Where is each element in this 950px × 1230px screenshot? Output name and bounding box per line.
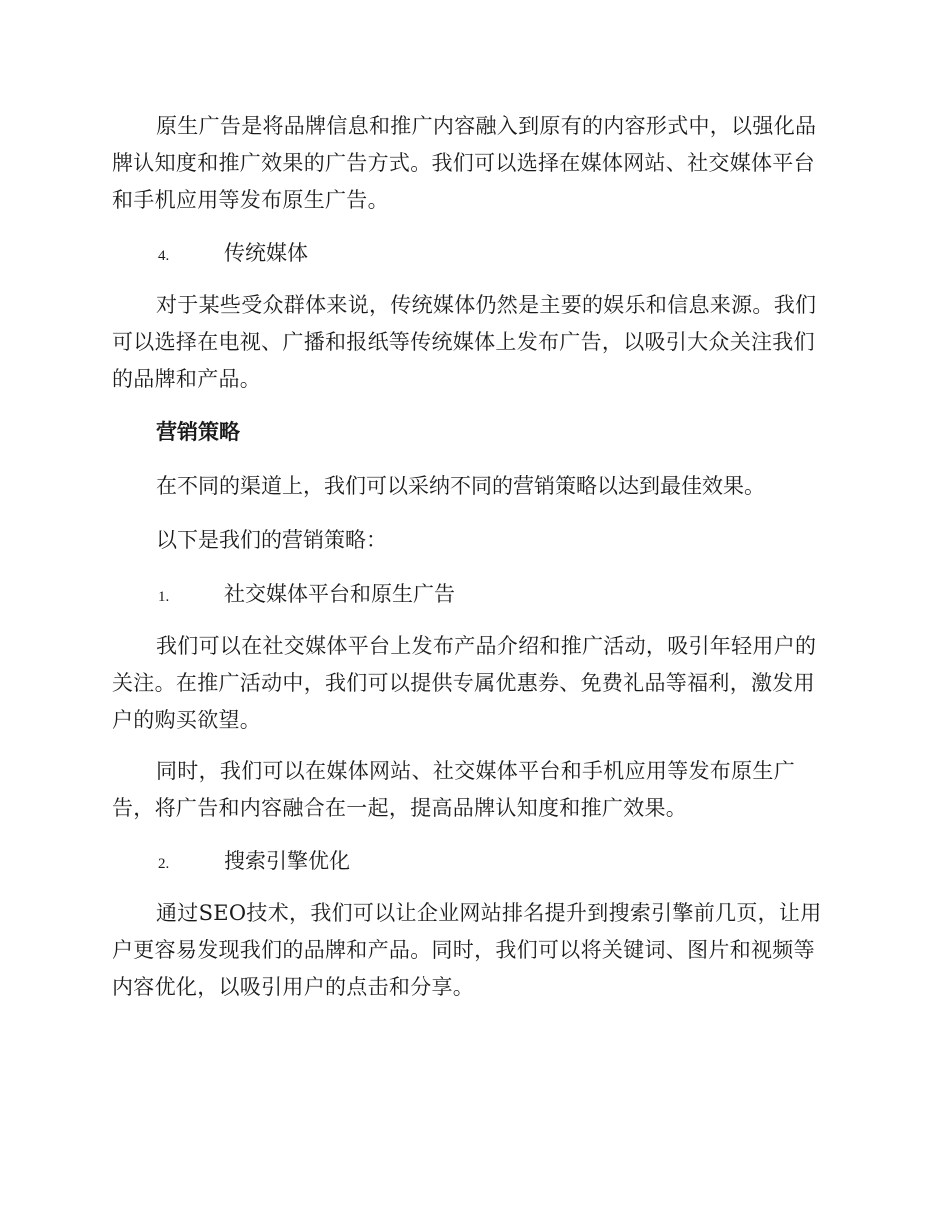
- list-item-title: 社交媒体平台和原生广告: [224, 582, 455, 606]
- document-body: [112, 108, 836, 1020]
- paragraph-seo: 通过SEO技术，我们可以让企业网站排名提升到搜索引擎前几页，让用户更容易发现我们的品牌和产品。同时，我们可以将关键词、图片和视频等内容优化，以吸引用户的点击和分享。: [112, 901, 822, 999]
- section-heading-strategy: 营销策略: [156, 420, 240, 444]
- paragraph-social-2: 同时，我们可以在媒体网站、社交媒体平台和手机应用等发布原生广告，将广告和内容融合在一起，提高品牌认知度和推广效果。: [112, 759, 795, 820]
- paragraph-traditional-media: 对于某些受众群体来说，传统媒体仍然是主要的娱乐和信息来源。我们可以选择在电视、广播和报纸等传统媒体上发布广告，以吸引大众关注我们的品牌和产品。: [112, 293, 817, 391]
- list-number: 1.: [158, 589, 170, 605]
- list-item-social-native: [112, 574, 836, 614]
- list-item-title: 搜索引擎优化: [224, 849, 350, 873]
- paragraph-native-ads: 原生广告是将品牌信息和推广内容融入到原有的内容形式中，以强化品牌认知度和推广效果的广告方式。我们可以选择在媒体网站、社交媒体平台和手机应用等发布原生广告。: [112, 114, 817, 212]
- paragraph-strategy-intro: 在不同的渠道上，我们可以采纳不同的营销策略以达到最佳效果。: [156, 474, 765, 498]
- list-item-seo: [112, 841, 836, 881]
- list-number: 2.: [158, 856, 170, 872]
- list-item-traditional-media: [112, 233, 836, 273]
- paragraph-social-1: 我们可以在社交媒体平台上发布产品介绍和推广活动，吸引年轻用户的关注。在推广活动中，我们可以提供专属优惠券、免费礼品等福利，激发用户的购买欲望。: [112, 634, 817, 732]
- paragraph-strategy-list-intro: 以下是我们的营销策略：: [156, 528, 387, 552]
- list-number: 4.: [158, 248, 170, 264]
- list-item-title: 传统媒体: [224, 241, 308, 265]
